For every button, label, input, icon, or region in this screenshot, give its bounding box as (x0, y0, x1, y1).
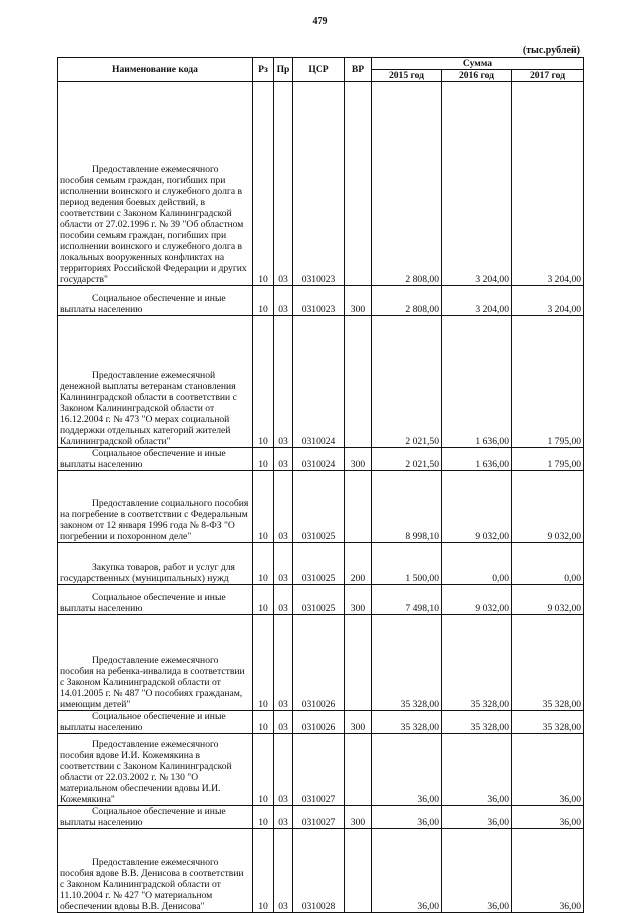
table-row (58, 471, 584, 543)
row-name: Предоставление ежемесячной денежной выплаты ветеранам становления Калининградской области в соответствии с Законом Калининградской области от 16.12.2004 г. № 473 "О мерах социальной поддержки отдельных категорий жителей Калининградской области" (58, 316, 253, 448)
row-pr: 03 (274, 448, 293, 471)
row-vr (345, 316, 372, 448)
row-name: Предоставление ежемесячного пособия на ребенка-инвалида в соответствии с Законом Калининградской области от 14.01.2005 г. № 487 "О пособиях гражданам, имеющим детей" (58, 615, 253, 711)
row-sum-2015: 36,00 (372, 734, 442, 806)
row-sum-2017: 3 204,00 (512, 286, 584, 316)
row-pr: 03 (274, 711, 293, 734)
row-name: Предоставление социального пособия на погребение в соответствии с Федеральным законом от 12 января 1996 года № 8-ФЗ "О погребении и похоронном деле" (58, 471, 253, 543)
table-row (58, 286, 584, 316)
row-sum-2015: 1 500,00 (372, 543, 442, 585)
row-name: Социальное обеспечение и иные выплаты населению (58, 448, 253, 471)
row-sum-2016: 0,00 (442, 543, 512, 585)
header-2016: 2016 год (442, 70, 512, 82)
row-sum-2016: 3 204,00 (442, 286, 512, 316)
row-vr: 200 (345, 543, 372, 585)
header-csr: ЦСР (293, 58, 345, 82)
table-row (58, 615, 584, 711)
row-sum-2016: 36,00 (442, 734, 512, 806)
row-pr: 03 (274, 615, 293, 711)
row-sum-2016: 1 636,00 (442, 448, 512, 471)
row-pr: 03 (274, 806, 293, 829)
header-pr: Пр (274, 58, 293, 82)
row-vr (345, 829, 372, 913)
row-sum-2017: 36,00 (512, 829, 584, 913)
table-row (58, 734, 584, 806)
table-body (58, 82, 584, 913)
row-vr: 300 (345, 448, 372, 471)
row-pr: 03 (274, 734, 293, 806)
row-sum-2015: 8 998,10 (372, 471, 442, 543)
row-sum-2016: 36,00 (442, 829, 512, 913)
row-name: Социальное обеспечение и иные выплаты населению (58, 286, 253, 316)
row-sum-2015: 2 808,00 (372, 82, 442, 286)
row-sum-2017: 9 032,00 (512, 471, 584, 543)
row-rz: 10 (253, 585, 274, 615)
row-name: Предоставление ежемесячного пособия вдове В.В. Денисова в соответствии с Законом Калининградской области от 11.10.2004 г. № 427 "О материальном обеспечении вдовы В.В. Денисова" (58, 829, 253, 913)
row-pr: 03 (274, 471, 293, 543)
row-rz: 10 (253, 734, 274, 806)
row-csr: 0310025 (293, 543, 345, 585)
row-name: Социальное обеспечение и иные выплаты населению (58, 585, 253, 615)
row-sum-2016: 36,00 (442, 806, 512, 829)
row-sum-2016: 1 636,00 (442, 316, 512, 448)
row-sum-2017: 0,00 (512, 543, 584, 585)
budget-table (57, 57, 584, 913)
table-row (58, 316, 584, 448)
table-row (58, 806, 584, 829)
row-vr: 300 (345, 806, 372, 829)
row-sum-2015: 7 498,10 (372, 585, 442, 615)
row-vr (345, 734, 372, 806)
header-vr: ВР (345, 58, 372, 82)
row-name: Социальное обеспечение и иные выплаты населению (58, 806, 253, 829)
row-sum-2015: 2 021,50 (372, 316, 442, 448)
row-csr: 0310023 (293, 286, 345, 316)
table-row (58, 711, 584, 734)
row-csr: 0310026 (293, 615, 345, 711)
row-sum-2017: 9 032,00 (512, 585, 584, 615)
row-rz: 10 (253, 806, 274, 829)
row-rz: 10 (253, 615, 274, 711)
row-sum-2015: 36,00 (372, 806, 442, 829)
row-pr: 03 (274, 543, 293, 585)
row-name: Предоставление ежемесячного пособия семьям граждан, погибших при исполнении воинского и служебного долга в период ведения боевых действий, в соответствии с Законом Калининградской области от 27.02.1996 г. № 39 "Об областном пособии семьям граждан, погибших при исполнении воинского и служебного долга в локальных вооруженных конфликтах на территориях Российской Федерации и других государств" (58, 82, 253, 286)
row-pr: 03 (274, 316, 293, 448)
table-row (58, 829, 584, 913)
header-rz: Рз (253, 58, 274, 82)
row-rz: 10 (253, 316, 274, 448)
row-sum-2016: 35 328,00 (442, 615, 512, 711)
row-vr (345, 615, 372, 711)
row-pr: 03 (274, 829, 293, 913)
header-2015: 2015 год (372, 70, 442, 82)
row-sum-2015: 35 328,00 (372, 711, 442, 734)
row-csr: 0310027 (293, 734, 345, 806)
row-sum-2017: 1 795,00 (512, 448, 584, 471)
table-row (58, 585, 584, 615)
row-sum-2017: 36,00 (512, 806, 584, 829)
row-csr: 0310026 (293, 711, 345, 734)
page-number: 479 (312, 16, 328, 27)
row-name: Социальное обеспечение и иные выплаты населению (58, 711, 253, 734)
row-sum-2017: 35 328,00 (512, 615, 584, 711)
table-row (58, 543, 584, 585)
row-csr: 0310025 (293, 471, 345, 543)
row-csr: 0310027 (293, 806, 345, 829)
row-sum-2017: 3 204,00 (512, 82, 584, 286)
row-rz: 10 (253, 829, 274, 913)
row-sum-2016: 3 204,00 (442, 82, 512, 286)
header-2017: 2017 год (512, 70, 584, 82)
row-vr: 300 (345, 286, 372, 316)
header-sum: Сумма (372, 58, 584, 70)
row-name: Предоставление ежемесячного пособия вдове И.И. Кожемякина в соответствии с Законом Калининградской области от 22.03.2002 г. № 130 "О материальном обеспечении вдовы И.И. Кожемякина" (58, 734, 253, 806)
table-row (58, 82, 584, 286)
row-sum-2015: 36,00 (372, 829, 442, 913)
row-sum-2016: 9 032,00 (442, 585, 512, 615)
row-vr (345, 82, 372, 286)
row-sum-2015: 2 021,50 (372, 448, 442, 471)
row-sum-2017: 1 795,00 (512, 316, 584, 448)
row-csr: 0310024 (293, 448, 345, 471)
row-csr: 0310025 (293, 585, 345, 615)
row-sum-2015: 35 328,00 (372, 615, 442, 711)
header-name: Наименование кода (58, 58, 253, 82)
row-rz: 10 (253, 82, 274, 286)
row-csr: 0310028 (293, 829, 345, 913)
row-sum-2017: 36,00 (512, 734, 584, 806)
row-csr: 0310023 (293, 82, 345, 286)
row-vr: 300 (345, 711, 372, 734)
row-rz: 10 (253, 471, 274, 543)
row-sum-2017: 35 328,00 (512, 711, 584, 734)
row-rz: 10 (253, 711, 274, 734)
row-pr: 03 (274, 585, 293, 615)
row-name: Закупка товаров, работ и услуг для государственных (муниципальных) нужд (58, 543, 253, 585)
row-pr: 03 (274, 286, 293, 316)
table-row (58, 448, 584, 471)
row-csr: 0310024 (293, 316, 345, 448)
row-vr (345, 471, 372, 543)
row-vr: 300 (345, 585, 372, 615)
row-sum-2016: 35 328,00 (442, 711, 512, 734)
row-sum-2016: 9 032,00 (442, 471, 512, 543)
row-pr: 03 (274, 82, 293, 286)
row-rz: 10 (253, 448, 274, 471)
units-label: (тыс.рублей) (522, 45, 580, 56)
row-rz: 10 (253, 543, 274, 585)
row-sum-2015: 2 808,00 (372, 286, 442, 316)
row-rz: 10 (253, 286, 274, 316)
